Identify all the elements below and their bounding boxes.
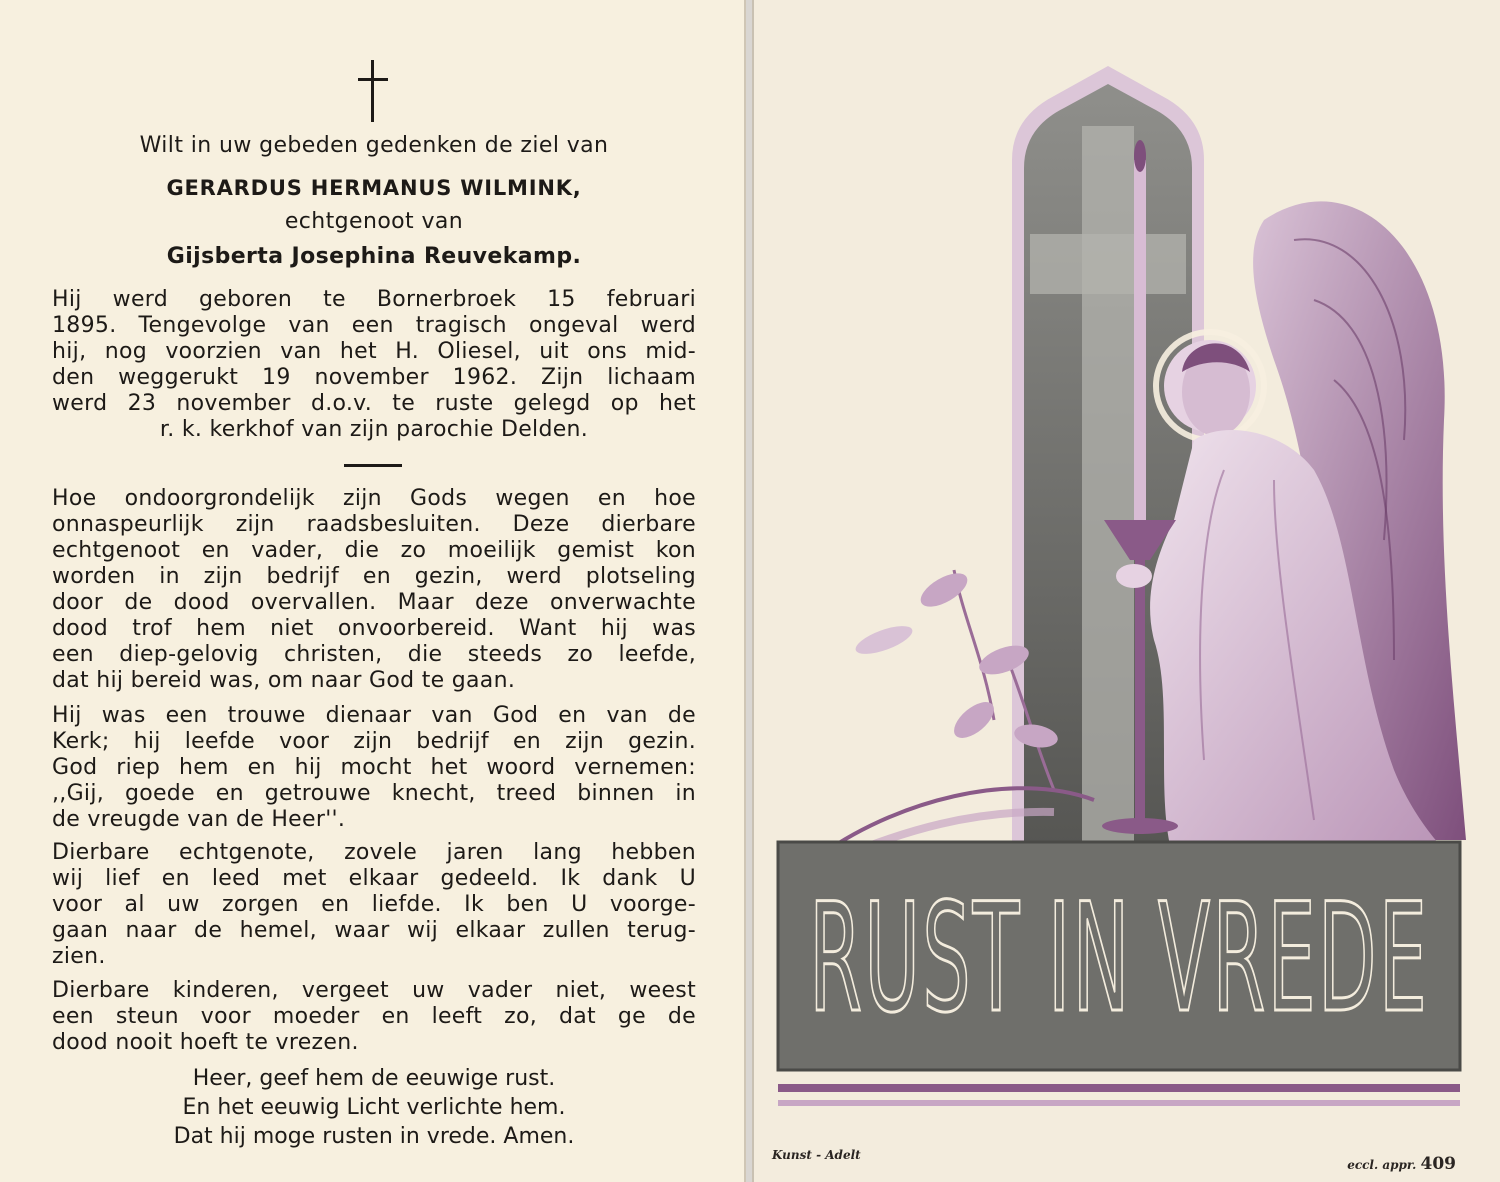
- text-line: dood trof hem niet onvoorbereid. Want hij was: [52, 616, 696, 641]
- text-line: de vreugde van de Heer''.: [52, 807, 346, 832]
- relation-line: echtgenoot van: [284, 209, 464, 234]
- closing-prayer: [52, 1064, 696, 1151]
- approval-label: eccl. appr.: [1347, 1158, 1417, 1172]
- approval-number: 409: [1420, 1154, 1456, 1174]
- text-line: 1895. Tengevolge van een tragisch ongeval werd: [52, 313, 696, 338]
- text-line: voor al uw zorgen en liefde. Ik ben U voorge-: [52, 892, 696, 917]
- text-line: r. k. kerkhof van zijn parochie Delden.: [159, 417, 589, 442]
- text-line: Hoe ondoorgrondelijk zijn Gods wegen en hoe: [52, 486, 696, 511]
- deceased-name: GERARDUS HERMANUS WILMINK,: [166, 176, 582, 200]
- text-line: echtgenoot en vader, die zo moeilijk gemist kon: [52, 538, 696, 563]
- angel-illustration: [754, 0, 1500, 1182]
- text-line: Hij werd geboren te Bornerbroek 15 februari: [52, 287, 696, 312]
- text-line: God riep hem en hij mocht het woord vernemen:: [52, 755, 696, 780]
- text-line: dat hij bereid was, om naar God te gaan.: [52, 668, 516, 693]
- text-line: zien.: [52, 944, 106, 969]
- text-line: worden in zijn bedrijf en gezin, werd plotseling: [52, 564, 696, 589]
- spouse-paragraph: [52, 840, 696, 970]
- text-line: Dierbare echtgenote, zovele jaren lang hebben: [52, 840, 696, 865]
- text-line: wij lief en leed met elkaar gedeeld. Ik dank U: [52, 866, 696, 891]
- text-line: een steun voor moeder en leeft zo, dat ge de: [52, 1004, 696, 1029]
- spouse-name: Gijsberta Josephina Reuvekamp.: [166, 244, 582, 269]
- text-line: den weggerukt 19 november 1962. Zijn lichaam: [52, 365, 696, 390]
- text-line: een diep-gelovig christen, die steeds zo leefde,: [52, 642, 696, 667]
- servant-paragraph: [52, 703, 696, 833]
- cross-icon: [358, 60, 388, 122]
- text-line: dood nooit hoeft te vrezen.: [52, 1030, 359, 1055]
- text-line: gaan naar de hemel, waar wij elkaar zullen terug-: [52, 918, 696, 943]
- children-paragraph: [52, 978, 696, 1056]
- text-line: hij, nog voorzien van het H. Oliesel, uit ons mid-: [52, 339, 696, 364]
- illustration-card: [752, 0, 1500, 1182]
- prayer-line: Heer, geef hem de eeuwige rust.: [192, 1066, 556, 1091]
- memorial-text-card: [0, 0, 746, 1182]
- banner-text: RUST IN VREDE: [809, 872, 1429, 1046]
- reflection-paragraph: [52, 486, 696, 694]
- prayer-line: Dat hij moge rusten in vrede. Amen.: [173, 1124, 575, 1149]
- approval-imprint: [1347, 1154, 1456, 1174]
- text-line: werd 23 november d.o.v. te ruste gelegd op het: [52, 391, 696, 416]
- intro-line: Wilt in uw gebeden gedenken de ziel van: [139, 133, 609, 158]
- text-line: door de dood overvallen. Maar deze onverwachte: [52, 590, 696, 615]
- biography-paragraph: [52, 287, 696, 443]
- text-line: Dierbare kinderen, vergeet uw vader niet, weest: [52, 978, 696, 1003]
- text-line: onnaspeurlijk zijn raadsbesluiten. Deze dierbare: [52, 512, 696, 537]
- text-line: Kerk; hij leefde voor zijn bedrijf en zijn gezin.: [52, 729, 696, 754]
- prayer-line: En het eeuwig Licht verlichte hem.: [182, 1095, 566, 1120]
- text-line: ,,Gij, goede en getrouwe knecht, treed binnen in: [52, 781, 696, 806]
- publisher-imprint: Kunst - Adelt: [772, 1148, 861, 1162]
- text-line: Hij was een trouwe dienaar van God en van de: [52, 703, 696, 728]
- divider: [344, 464, 402, 467]
